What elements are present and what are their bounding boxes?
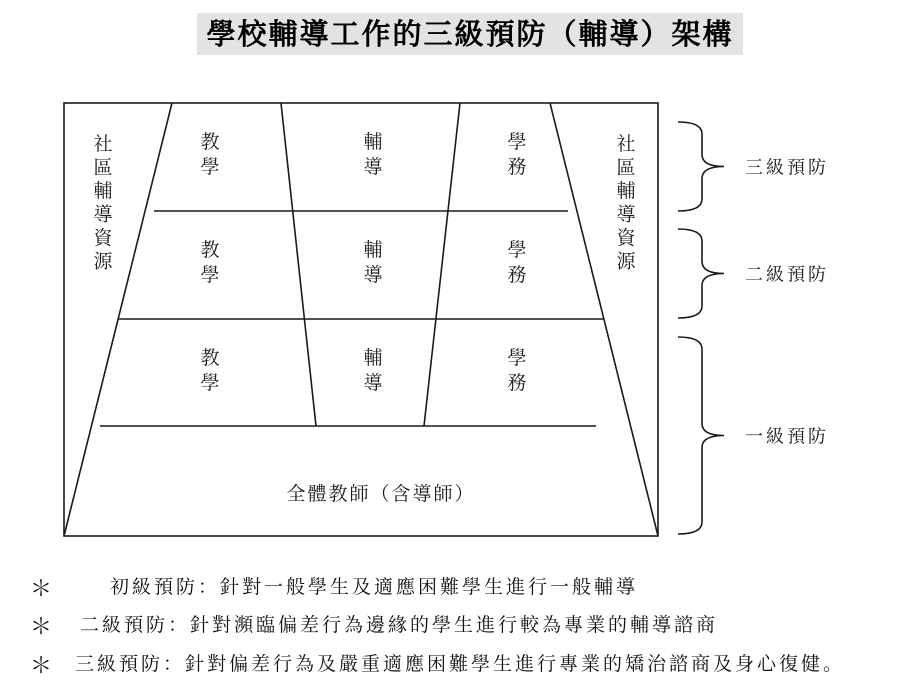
cell-student-affairs-row-3-char: 學 [507, 347, 527, 369]
prevention-level-label-1: 三級預防 [745, 157, 829, 179]
cell-teaching-row-2 [200, 239, 219, 286]
cell-student-affairs-row-2 [507, 239, 526, 286]
cell-teaching-row-1-char: 教 [200, 131, 220, 153]
cell-teaching-row-1 [200, 131, 219, 178]
community-resources-left-label-char: 資 [93, 227, 113, 249]
cell-teaching-row-3 [200, 347, 219, 394]
cell-student-affairs-row-2-char: 務 [507, 264, 527, 286]
cell-counseling-row-1-char: 輔 [363, 131, 383, 153]
note-text: 三級預防：針對偏差行為及嚴重適應困難學生進行專業的矯治諮商及身心復健。 [75, 653, 846, 675]
cell-student-affairs-row-3-char: 務 [507, 372, 527, 394]
community-resources-right-label-char: 資 [616, 227, 636, 249]
cell-teaching-row-3-char: 學 [200, 372, 220, 394]
cell-teaching-row-2-char: 教 [200, 239, 220, 261]
cell-student-affairs-row-2-char: 學 [507, 239, 527, 261]
community-resources-right-label-char: 源 [616, 250, 636, 273]
note-text: 初級預防：針對一般學生及適應困難學生進行一般輔導 [110, 576, 639, 598]
curly-bracket-icon [678, 229, 724, 318]
all-teachers-label: 全體教師（含導師） [286, 483, 476, 505]
left-column-divider [281, 103, 316, 426]
cell-student-affairs-row-1-char: 學 [507, 131, 527, 153]
community-resources-left-label [93, 133, 113, 273]
cell-counseling-row-3-char: 導 [363, 372, 383, 394]
prevention-level-label-3: 一級預防 [745, 426, 829, 448]
cell-teaching-row-3-char: 教 [200, 347, 220, 369]
community-resources-left-label-char: 導 [93, 203, 113, 226]
cell-student-affairs-row-1-char: 務 [507, 156, 527, 178]
cell-teaching-row-1-char: 學 [200, 156, 220, 178]
prevention-level-label-2: 二級預防 [745, 264, 829, 286]
cell-teaching-row-2-char: 學 [200, 264, 220, 286]
community-resources-left-label-char: 區 [93, 156, 113, 179]
level-brackets [678, 122, 829, 534]
cell-counseling-row-2 [363, 239, 382, 286]
community-resources-left-label-char: 輔 [93, 180, 113, 202]
curly-bracket-icon [678, 337, 724, 534]
asterisk-icon: ＊ [30, 654, 53, 679]
cell-counseling-row-3 [363, 347, 382, 394]
cell-counseling-row-1 [363, 131, 382, 178]
curly-bracket-icon [678, 122, 724, 211]
community-resources-right-label-char: 區 [616, 156, 636, 179]
community-resources-left-label-char: 社 [93, 133, 113, 155]
right-column-divider [424, 103, 460, 426]
community-resources-right-label-char: 社 [616, 133, 636, 155]
page-title: 學校輔導工作的三級預防（輔導）架構 [197, 13, 743, 55]
diagram-labels [93, 131, 636, 505]
diagram-shapes [64, 103, 658, 536]
asterisk-icon: ＊ [30, 577, 53, 602]
community-resources-right-label [616, 133, 636, 273]
community-resources-right-label-char: 輔 [616, 180, 636, 202]
asterisk-icon: ＊ [30, 615, 53, 640]
cell-counseling-row-1-char: 導 [363, 156, 383, 178]
cell-counseling-row-2-char: 導 [363, 264, 383, 286]
cell-counseling-row-2-char: 輔 [363, 239, 383, 261]
cell-student-affairs-row-1 [507, 131, 526, 178]
cell-student-affairs-row-3 [507, 347, 526, 394]
cell-counseling-row-3-char: 輔 [363, 347, 383, 369]
note-text: 二級預防：針對瀕臨偏差行為邊緣的學生進行較為專業的輔導諮商 [80, 614, 719, 636]
community-resources-left-label-char: 源 [93, 250, 113, 273]
community-resources-right-label-char: 導 [616, 203, 636, 226]
